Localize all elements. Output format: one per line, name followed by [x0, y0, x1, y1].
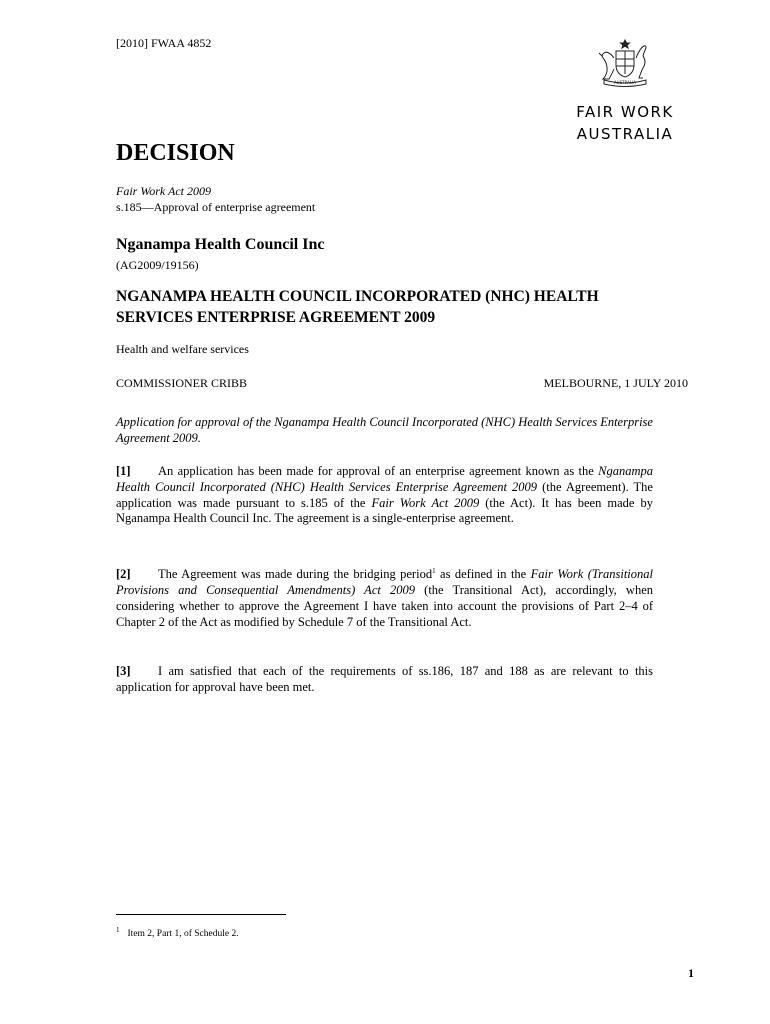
- organisation-name-line1: FAIR WORK: [576, 103, 674, 121]
- application-summary: Application for approval of the Nganampa Health Council Incorporated (NHC) Health Services Enterprise Agreement 2009.: [116, 415, 653, 445]
- paragraph-text: (the Transitional Act), accordingly, when considering whether to approve the Agreement I have taken into account the provisions of Part 2–4 of Chapter 2 of the Act as modified by Schedule 7 of the Transitional Act.: [116, 582, 653, 629]
- decision-citation: [2010] FWAA 4852: [116, 36, 212, 50]
- party-name: Nganampa Health Council Inc: [116, 236, 325, 253]
- organisation-name-line2: AUSTRALIA: [576, 125, 674, 143]
- paragraph-text: as defined in the: [435, 567, 531, 582]
- paragraph-number: [2]: [116, 567, 131, 582]
- paragraph-1: [116, 464, 653, 527]
- coat-of-arms-icon: [592, 38, 658, 88]
- footnote-marker: 1: [116, 926, 120, 934]
- section-reference: s.185—Approval of enterprise agreement: [116, 200, 316, 214]
- paragraph-text: I am satisfied that each of the requirements of ss.186, 187 and 188 as are relevant to this application for approval have been met.: [116, 664, 653, 694]
- paragraph-text: (the Act). It has been made by Nganampa Health Council Inc. The agreement is a single-enterprise agreement.: [116, 495, 653, 526]
- paragraph-number: [1]: [116, 464, 131, 478]
- footnote-reference[interactable]: 1: [432, 567, 436, 575]
- paragraph-2: [116, 564, 653, 630]
- location-date: MELBOURNE, 1 JULY 2010: [543, 376, 688, 390]
- agreement-title: NGANAMPA HEALTH COUNCIL INCORPORATED (NHC) HEALTH SERVICES ENTERPRISE AGREEMENT 2009: [116, 288, 599, 326]
- paragraph-italic-text: Fair Work Act 2009: [371, 495, 480, 510]
- paragraph-number: [3]: [116, 664, 131, 678]
- footnote-divider: [116, 914, 286, 915]
- paragraph-text: An application has been made for approval of an enterprise agreement known as the: [158, 464, 599, 478]
- page-title: DECISION: [116, 140, 235, 166]
- legislation-name: Fair Work Act 2009: [116, 184, 211, 198]
- matter-number: (AG2009/19156): [116, 258, 199, 272]
- industry-label: Health and welfare services: [116, 342, 249, 356]
- footnote-text: Item 2, Part 1, of Schedule 2.: [127, 929, 239, 940]
- paragraph-italic-text: Fair Work (Transitional Provisions and Consequential Amendments) Act 2009: [116, 567, 653, 597]
- organisation-name: [560, 101, 690, 145]
- member-name: COMMISSIONER CRIBB: [116, 376, 248, 390]
- paragraph-3: [116, 664, 653, 696]
- paragraph-text: (the Agreement). The application was made pursuant to s.185 of the: [116, 479, 653, 510]
- svg-text:AUSTRALIA: AUSTRALIA: [613, 80, 637, 85]
- footnote: [116, 926, 239, 939]
- page-number: 1: [688, 966, 694, 980]
- paragraph-italic-text: Nganampa Health Council Incorporated (NHC) Health Services Enterprise Agreement 2009: [116, 464, 653, 494]
- paragraph-text: The Agreement was made during the bridging period: [158, 567, 433, 582]
